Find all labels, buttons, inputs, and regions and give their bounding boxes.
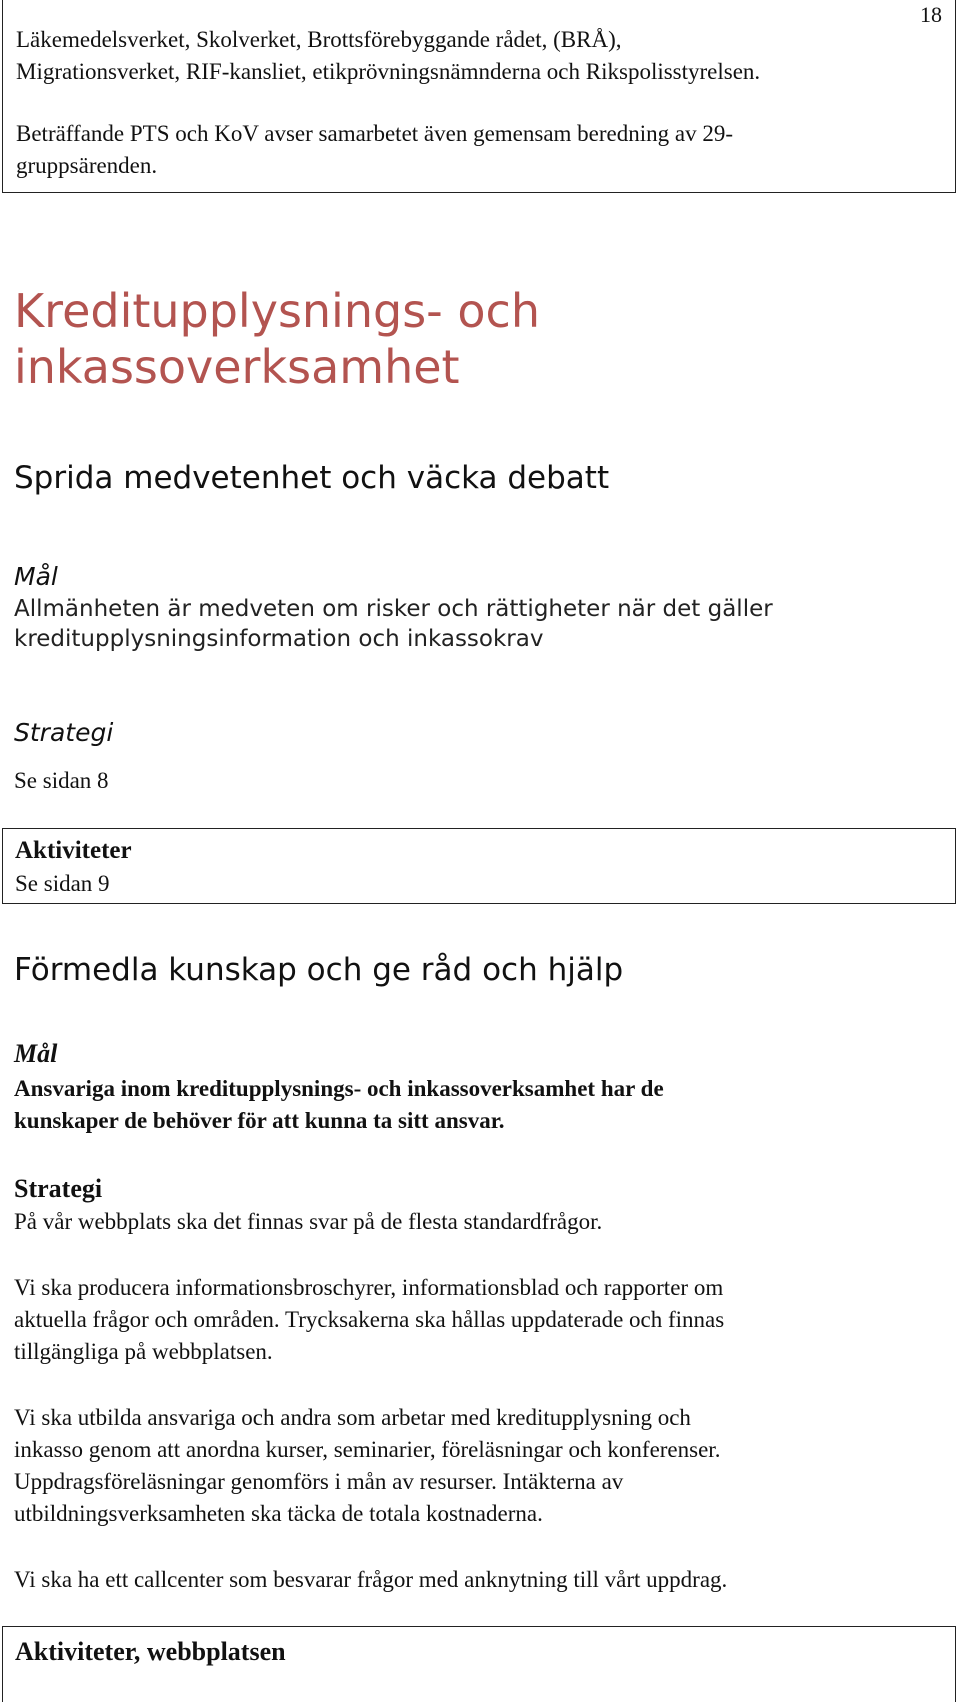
top-box-line-1: Läkemedelsverket, Skolverket, Brottsförebyggande rådet, (BRÅ), — [16, 27, 622, 52]
strategy-p3-line-3: Uppdragsföreläsningar genomförs i mån av resurser. Intäkterna av — [14, 1469, 624, 1494]
goal-text-line-2: kreditupplysningsinformation och inkassokrav — [14, 626, 544, 652]
subheading-knowledge: Förmedla kunskap och ge råd och hjälp — [14, 952, 624, 988]
strategy-text: Se sidan 8 — [14, 768, 109, 793]
strategy-p3-line-1: Vi ska utbilda ansvariga och andra som arbetar med kreditupplysning och — [14, 1405, 691, 1430]
strategy-label-2: Strategi — [14, 1174, 103, 1203]
page-number: 18 — [920, 2, 942, 27]
strategy-p3-line-2: inkasso genom att anordna kurser, seminarier, föreläsningar och konferenser. — [14, 1437, 721, 1462]
subheading-awareness: Sprida medvetenhet och väcka debatt — [14, 460, 610, 496]
goal-text-line-1: Allmänheten är medveten om risker och rättigheter när det gäller — [14, 596, 773, 622]
activities-website-box — [2, 1626, 956, 1702]
section-title-line-1: Kreditupplysnings- och — [14, 284, 540, 338]
strategy-p1: På vår webbplats ska det finnas svar på de flesta standardfrågor. — [14, 1209, 603, 1234]
activities-label: Aktiviteter — [15, 837, 132, 864]
top-box-line-2: Migrationsverket, RIF-kansliet, etikprövningsnämnderna och Rikspolisstyrelsen. — [16, 59, 761, 84]
strategy-p4: Vi ska ha ett callcenter som besvarar frågor med anknytning till vårt uppdrag. — [14, 1567, 728, 1592]
activities-website-label: Aktiviteter, webbplatsen — [15, 1637, 286, 1666]
goal-label: Mål — [14, 562, 58, 591]
goal-label-2: Mål — [14, 1039, 58, 1068]
goal-2-line-2: kunskaper de behöver för att kunna ta sitt ansvar. — [14, 1108, 505, 1133]
strategy-p3-line-4: utbildningsverksamheten ska täcka de totala kostnaderna. — [14, 1501, 543, 1526]
strategy-p2-line-2: aktuella frågor och områden. Trycksakerna ska hållas uppdaterade och finnas — [14, 1307, 725, 1332]
top-box-line-3: Beträffande PTS och KoV avser samarbetet även gemensam beredning av 29- — [16, 121, 734, 146]
continued-text-box — [2, 0, 956, 193]
strategy-p2-line-3: tillgängliga på webbplatsen. — [14, 1339, 273, 1364]
section-title — [14, 283, 540, 395]
strategy-p2-line-1: Vi ska producera informationsbroschyrer, informationsblad och rapporter om — [14, 1275, 724, 1300]
strategy-label: Strategi — [14, 718, 114, 747]
activities-text: Se sidan 9 — [15, 871, 110, 896]
goal-2-line-1: Ansvariga inom kreditupplysnings- och inkassoverksamhet har de — [14, 1076, 664, 1101]
top-box-line-4: gruppsärenden. — [16, 153, 158, 178]
section-title-line-2: inkassoverksamhet — [14, 340, 460, 394]
activities-box — [2, 828, 956, 904]
